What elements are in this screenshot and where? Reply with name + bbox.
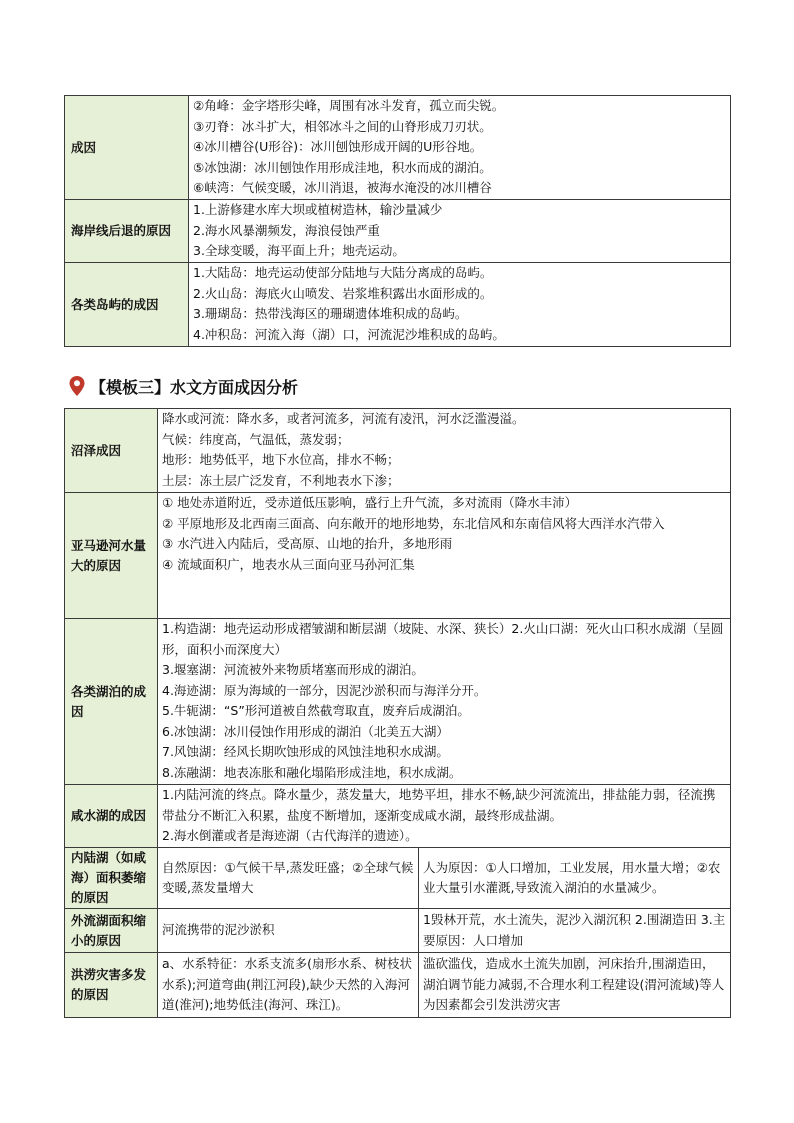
- table-row: [65, 848, 731, 909]
- row-content: [158, 619, 731, 785]
- section-title-text: 【模板三】水文方面成因分析: [90, 377, 299, 397]
- table-row: [65, 619, 731, 785]
- row-label: [65, 953, 158, 1018]
- glacier-coast-island-table: [64, 95, 731, 347]
- row-label-text: 成因: [71, 139, 97, 155]
- row-content: [158, 785, 731, 848]
- content-line: ④ 流域面积广，地表水从三面向亚马孙河汇集: [162, 556, 415, 572]
- content-line: ②角峰：金字塔形尖峰，周围有冰斗发育，孤立而尖锐。: [193, 98, 505, 113]
- row-label-text: 咸水湖的成因: [71, 808, 147, 823]
- content-line: a、水系特征：水系支流多(扇形水系、树枝状水系);河道弯曲(荆江河段),缺少天然的入海河道(淮河);地势低洼(海河、珠江)。: [162, 956, 413, 1013]
- row-content: [189, 200, 731, 263]
- content-line: 自然原因：①气候干旱,蒸发旺盛；②全球气候变暖,蒸发量增大: [162, 859, 414, 895]
- content-line: ② 平原地形及北西南三面高、向东敞开的地形地势，东北信风和东南信风将大西洋水汽带入: [162, 515, 665, 531]
- content-line: 1毁林开荒，水土流失，泥沙入湖沉积 2.围湖造田 3.主要原因：人口增加: [423, 912, 726, 948]
- content-line: 7.风蚀湖：经风长期吹蚀形成的风蚀洼地积水成湖。: [162, 744, 449, 759]
- row-content-right: [419, 848, 731, 909]
- row-label: [65, 785, 158, 848]
- content-line: ⑥峡湾：气候变暖，冰川消退，被海水淹没的冰川槽谷: [193, 180, 492, 195]
- row-label: [65, 96, 189, 200]
- row-label-text: 外流湖面积缩小的原因: [71, 912, 147, 948]
- content-line: ④冰川槽谷(U形谷)：冰川刨蚀形成开阔的U形谷地。: [193, 139, 483, 154]
- content-line: 1.上游修建水库大坝或植树造林，输沙量减少: [193, 202, 443, 217]
- table-row: [65, 909, 731, 953]
- row-label-text: 洪涝灾害多发的原因: [71, 967, 147, 1002]
- content-line: ③ 水汽进入内陆后，受高原、山地的抬升，多地形雨: [162, 536, 453, 551]
- row-label: [65, 909, 158, 953]
- content-line: 气候：纬度高，气温低，蒸发弱；: [162, 431, 350, 447]
- row-label-text: 亚马逊河水量大的原因: [71, 537, 147, 573]
- content-line: 4.海迹湖：原为海域的一部分，因泥沙淤积而与海洋分开。: [162, 682, 487, 698]
- row-label-text: 沼泽成因: [71, 442, 122, 458]
- row-label: [65, 848, 158, 909]
- content-line: 2.海水风暴潮频发，海浪侵蚀严重: [193, 222, 380, 238]
- location-pin-icon: [68, 375, 86, 397]
- content-line: 降水或河流：降水多，或者河流多，河流有凌汛，河水泛滥漫溢。: [162, 411, 525, 426]
- row-content-right: [419, 909, 731, 953]
- content-line: 3.全球变暖，海平面上升；地壳运动。: [193, 243, 405, 258]
- content-line: 2.海水倒灌或者是海迹湖（古代海洋的遗迹）。: [162, 828, 418, 843]
- content-line: 2.火山岛：海底火山喷发、岩浆堆积露出水面形成的。: [193, 285, 493, 301]
- row-label: [65, 200, 189, 263]
- content-line: 3.堰塞湖：河流被外来物质堵塞而形成的湖泊。: [162, 662, 424, 677]
- row-content: [158, 493, 731, 619]
- row-content: [158, 409, 731, 493]
- row-content-left: [158, 953, 419, 1018]
- row-content-left: [158, 848, 419, 909]
- table-row: [65, 493, 731, 619]
- row-content-right: [419, 953, 731, 1018]
- content-line: 人为原因：①人口增加，工业发展，用水量大增；②农业大量引水灌溉,导致流入湖泊的水量减少。: [423, 859, 721, 895]
- content-line: 地形：地势低平，地下水位高，排水不畅；: [162, 452, 400, 467]
- row-label-text: 内陆湖（如咸海）面积萎缩的原因: [71, 850, 147, 905]
- row-label-text: 各类岛屿的成因: [71, 296, 159, 312]
- row-content: [189, 96, 731, 200]
- table-row: [65, 785, 731, 848]
- table-row: [65, 96, 731, 200]
- row-label: [65, 409, 158, 493]
- content-line: ⑤冰蚀湖：冰川刨蚀作用形成洼地，积水而成的湖泊。: [193, 159, 492, 175]
- content-line: 1.内陆河流的终点。降水量少，蒸发量大，地势平坦，排水不畅,缺少河流流出，排盐能力弱，径流携带盐分不断汇入积累，盐度不断增加，逐渐变成咸水湖，最终形成盐湖。: [162, 787, 716, 823]
- table-row: [65, 409, 731, 493]
- row-label-text: 海岸线后退的原因: [71, 223, 172, 238]
- content-line: 8.冻融湖：地表冻胀和融化塌陷形成洼地，积水成湖。: [162, 764, 462, 780]
- table-row: [65, 263, 731, 347]
- content-line: 河流携带的泥沙淤积: [162, 922, 275, 938]
- content-line: 4.冲积岛：河流入海（湖）口，河流泥沙堆积成的岛屿。: [193, 326, 505, 342]
- row-content: [189, 263, 731, 347]
- section-title: [68, 372, 298, 400]
- content-line: 滥砍滥伐，造成水土流失加剧，河床抬升,围湖造田，湖泊调节能力减弱,不合理水利工程建设(渭河流域)等人为因素都会引发洪涝灾害: [423, 956, 725, 1013]
- content-line: 6.冰蚀湖：冰川侵蚀作用形成的湖泊（北美五大湖）: [162, 723, 449, 739]
- content-line: 5.牛轭湖：“S”形河道被自然截弯取直，废弃后成湖泊。: [162, 703, 470, 718]
- row-label: [65, 493, 158, 619]
- row-content-left: [158, 909, 419, 953]
- content-line: 3.珊瑚岛：热带浅海区的珊瑚遗体堆积成的岛屿。: [193, 306, 468, 321]
- content-line: 1.大陆岛：地壳运动使部分陆地与大陆分离成的岛屿。: [193, 265, 493, 280]
- hydrology-causes-table: [64, 408, 731, 1018]
- table-row: [65, 200, 731, 263]
- content-line: ③刃脊：冰斗扩大，相邻冰斗之间的山脊形成刀刃状。: [193, 118, 492, 134]
- content-line: 土层：冻土层广泛发育，不利地表水下渗；: [162, 472, 400, 488]
- row-label: [65, 263, 189, 347]
- row-label-text: 各类湖泊的成因: [71, 683, 147, 719]
- content-line: 1.构造湖：地壳运动形成褶皱湖和断层湖（坡陡、水深、狭长）2.火山口湖：死火山口积水成湖（呈圆形，面积小而深度大）: [162, 621, 724, 657]
- table-row: [65, 953, 731, 1018]
- row-label: [65, 619, 158, 785]
- content-line: ① 地处赤道附近，受赤道低压影响，盛行上升气流，多对流雨（降水丰沛）: [162, 495, 578, 510]
